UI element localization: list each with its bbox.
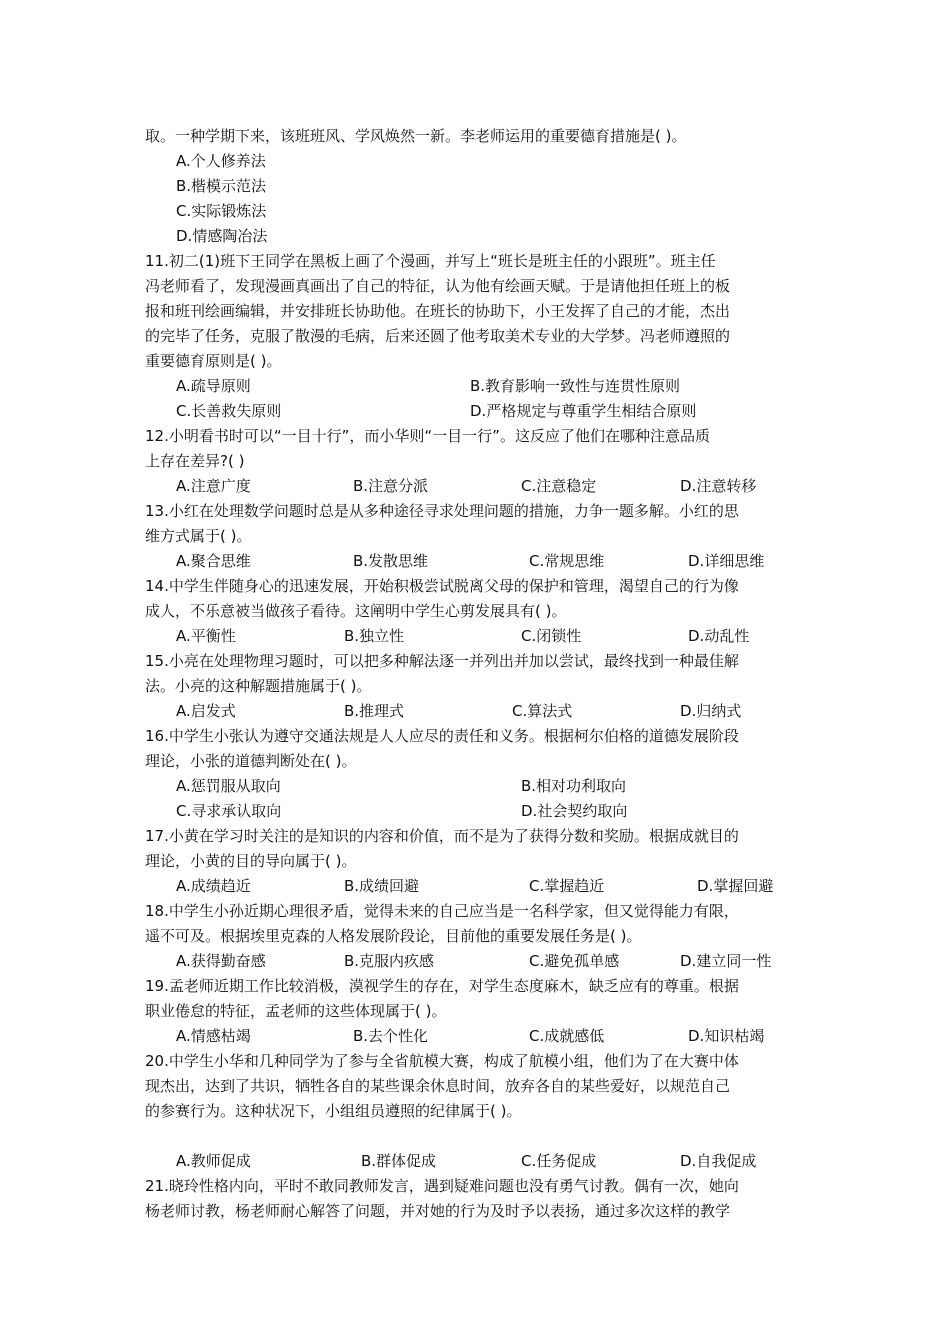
q12-options-row — [145, 474, 810, 499]
q16-option-b: B.相对功利取向 — [521, 777, 627, 795]
q15-option-b: B.推理式 — [344, 702, 405, 720]
q18-option-d: D.建立同一性 — [680, 952, 772, 970]
q18-stem-line-1: 18.中学生小孙近期心理很矛盾，觉得未来的自己应当是一名科学家，但又觉得能力有限， — [145, 902, 739, 920]
q12-option-c: C.注意稳定 — [521, 477, 597, 495]
q20-options-row — [145, 1149, 810, 1174]
q15-stem-line-1: 15.小亮在处理物理习题时，可以把多种解法逐一并列出并加以尝试，最终找到一种最佳解 — [145, 652, 739, 670]
q16-option-c: C.寻求承认取向 — [176, 802, 282, 820]
q11-option-a: A.疏导原则 — [176, 377, 251, 395]
q17-options-row — [145, 874, 810, 899]
q20-option-b: B.群体促成 — [361, 1152, 437, 1170]
q14-option-a: A.平衡性 — [176, 627, 236, 645]
q16-options-row-1 — [145, 774, 810, 799]
q19-option-d: D.知识枯竭 — [688, 1027, 765, 1045]
q20-option-c: C.任务促成 — [521, 1152, 597, 1170]
q11-options-row-1 — [145, 374, 810, 399]
q18-stem-line-2: 遥不可及。根据埃里克森的人格发展阶段论，目前他的重要发展任务是( )。 — [145, 927, 642, 945]
q14-options-row — [145, 624, 810, 649]
q18-option-c: C.避免孤单感 — [529, 952, 620, 970]
q14-stem-line-1: 14.中学生伴随身心的迅速发展，开始积极尝试脱离父母的保护和管理，渴望自己的行为像 — [145, 577, 739, 595]
q16-option-d: D.社会契约取向 — [521, 802, 628, 820]
blank-gap — [145, 1124, 810, 1149]
q15-options-row — [145, 699, 810, 724]
q19-stem-line-2: 职业倦怠的特征，孟老师的这些体现属于( )。 — [145, 1002, 447, 1020]
q12-option-b: B.注意分派 — [353, 477, 429, 495]
q17-option-d: D.掌握回避 — [697, 877, 774, 895]
q11-stem-line-5: 重要德育原则是( )。 — [145, 352, 282, 370]
q11-option-b: B.教育影响一致性与连贯性原则 — [470, 377, 681, 395]
q11-stem-line-2: 冯老师看了，发现漫画真画出了自己的特征，认为他有绘画天赋。于是请他担任班上的板 — [145, 277, 731, 295]
q12-option-a: A.注意广度 — [176, 477, 251, 495]
q15-option-a: A.启发式 — [176, 702, 236, 720]
q11-option-c: C.长善救失原则 — [176, 402, 282, 420]
q13-stem-line-2: 维方式属于( )。 — [145, 527, 252, 545]
q18-option-b: B.克服内疚感 — [344, 952, 435, 970]
q14-stem-line-2: 成人，不乐意被当做孩子看待。这阐明中学生心剪发展具有( )。 — [145, 602, 567, 620]
q20-stem-line-3: 的参赛行为。这种状况下，小组组员遵照的纪律属于( )。 — [145, 1102, 522, 1120]
q10-option-d: D.情感陶冶法 — [176, 227, 268, 245]
q15-option-c: C.算法式 — [512, 702, 573, 720]
q13-options-row — [145, 549, 810, 574]
q17-option-a: A.成绩趋近 — [176, 877, 251, 895]
q14-option-d: D.动乱性 — [688, 627, 750, 645]
q13-stem-line-1: 13.小红在处理数学问题时总是从多种途径寻求处理问题的措施，力争一题多解。小红的思 — [145, 502, 739, 520]
q19-option-c: C.成就感低 — [529, 1027, 605, 1045]
q10-stem-line-1: 取。一种学期下来，该班班风、学风焕然一新。李老师运用的重要德育措施是( )。 — [145, 127, 687, 145]
q11-stem-line-1: 11.初二(1)班下王同学在黑板上画了个漫画，并写上“班长是班主任的小跟班”。班主任 — [145, 252, 716, 270]
q13-option-c: C.常规思维 — [529, 552, 605, 570]
q17-stem-line-2: 理论，小黄的目的导向属于( )。 — [145, 852, 357, 870]
q16-stem-line-1: 16.中学生小张认为遵守交通法规是人人应尽的责任和义务。根据柯尔伯格的道德发展阶段 — [145, 727, 739, 745]
q18-options-row — [145, 949, 810, 974]
q12-stem-line-1: 12.小明看书时可以“一目十行”，而小华则“一目一行”。这反应了他们在哪种注意品质 — [145, 427, 710, 445]
q19-stem-line-1: 19.孟老师近期工作比较消极，漠视学生的存在，对学生态度麻木，缺乏应有的尊重。根据 — [145, 977, 739, 995]
q10-option-a: A.个人修养法 — [176, 152, 266, 170]
q19-option-b: B.去个性化 — [353, 1027, 429, 1045]
q13-option-a: A.聚合思维 — [176, 552, 251, 570]
q21-stem-line-2: 杨老师讨教，杨老师耐心解答了问题，并对她的行为及时予以表扬，通过多次这样的教学 — [145, 1202, 731, 1220]
q13-option-b: B.发散思维 — [353, 552, 429, 570]
q11-stem-line-4: 的完毕了任务，克服了散漫的毛病，后来还圆了他考取美术专业的大学梦。冯老师遵照的 — [145, 327, 731, 345]
exam-content — [145, 124, 810, 1224]
q12-option-d: D.注意转移 — [680, 477, 757, 495]
q20-stem-line-2: 现杰出，达到了共识，牺牲各自的某些课余休息时间，放弃各自的某些爱好，以规范自己 — [145, 1077, 731, 1095]
q11-stem-line-3: 报和班刊绘画编辑，并安排班长协助他。在班长的协助下，小王发挥了自己的才能，杰出 — [145, 302, 731, 320]
q20-option-a: A.教师促成 — [176, 1152, 251, 1170]
q20-stem-line-1: 20.中学生小华和几种同学为了参与全省航模大赛，构成了航模小组，他们为了在大赛中体 — [145, 1052, 739, 1070]
q15-stem-line-2: 法。小亮的这种解题措施属于( )。 — [145, 677, 372, 695]
q17-option-b: B.成绩回避 — [344, 877, 420, 895]
q15-option-d: D.归纳式 — [680, 702, 742, 720]
q20-option-d: D.自我促成 — [680, 1152, 757, 1170]
q10-option-c: C.实际锻炼法 — [176, 202, 267, 220]
q16-stem-line-2: 理论，小张的道德判断处在( )。 — [145, 752, 357, 770]
q17-stem-line-1: 17.小黄在学习时关注的是知识的内容和价值，而不是为了获得分数和奖励。根据成就目的 — [145, 827, 739, 845]
q16-option-a: A.惩罚服从取向 — [176, 777, 281, 795]
q19-option-a: A.情感枯竭 — [176, 1027, 251, 1045]
q21-stem-line-1: 21.晓玲性格内向，平时不敢同教师发言，遇到疑难问题也没有勇气讨教。偶有一次，她向 — [145, 1177, 739, 1195]
q17-option-c: C.掌握趋近 — [529, 877, 605, 895]
q16-options-row-2 — [145, 799, 810, 824]
q12-stem-line-2: 上存在差异?( ) — [145, 452, 245, 470]
q11-options-row-2 — [145, 399, 810, 424]
q10-option-b: B.楷模示范法 — [176, 177, 267, 195]
q11-option-d: D.严格规定与尊重学生相结合原则 — [470, 402, 697, 420]
q19-options-row — [145, 1024, 810, 1049]
q14-option-b: B.独立性 — [344, 627, 405, 645]
q18-option-a: A.获得勤奋感 — [176, 952, 266, 970]
q13-option-d: D.详细思维 — [688, 552, 765, 570]
q14-option-c: C.闭锁性 — [521, 627, 582, 645]
